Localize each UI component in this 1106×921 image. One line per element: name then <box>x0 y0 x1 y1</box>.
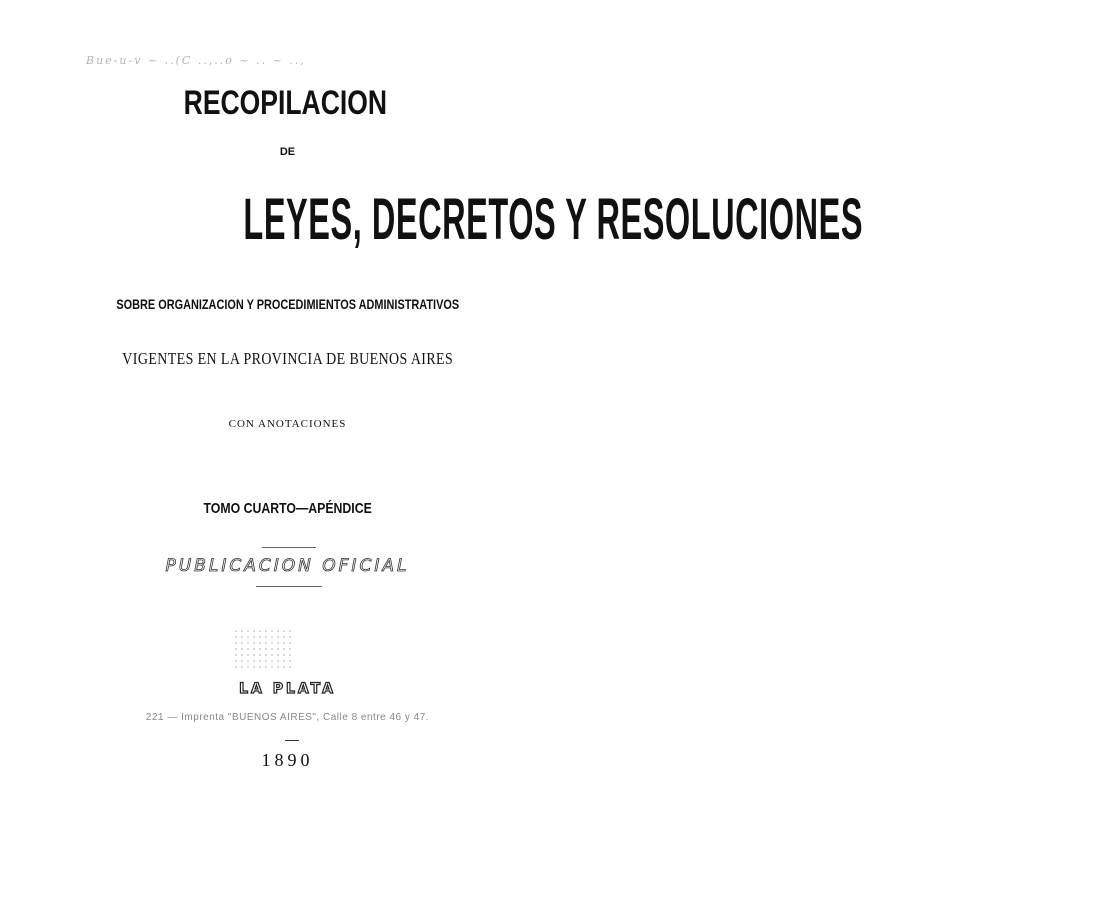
annotations-note: CON ANOTACIONES <box>228 418 347 430</box>
headline-title <box>0 186 864 253</box>
divider-rule <box>262 547 316 548</box>
main-title-text: RECOPILACION <box>183 84 388 122</box>
imprint-place: LA PLATA <box>239 681 336 697</box>
handwritten-annotation: Bue-u-v ~ ..(C ..,..o ~ .. ~ .., <box>86 54 306 67</box>
divider-rule <box>256 586 322 587</box>
volume-label-text: TOMO CUARTO—APÉNDICE <box>203 500 372 517</box>
subtitle-line-1-text: SOBRE ORGANIZACION Y PROCEDIMIENTOS ADMINISTRATIVOS <box>116 296 459 312</box>
main-title <box>0 84 573 123</box>
imprint-printer: 221 — Imprenta "BUENOS AIRES", Calle 8 entre 46 y 47. <box>145 712 430 723</box>
imprint-year: 1890 <box>261 750 314 770</box>
title-connector: DE <box>279 146 296 158</box>
headline-title-text: LEYES, DECRETOS Y RESOLUCIONES <box>243 187 864 252</box>
subtitle-line-1 <box>0 296 575 312</box>
subtitle-line-2 <box>0 349 575 369</box>
divider-rule <box>285 740 299 741</box>
volume-label <box>0 500 575 517</box>
publication-label: PUBLICACION OFICIAL <box>165 556 410 576</box>
subtitle-line-2-text: VIGENTES EN LA PROVINCIA DE BUENOS AIRES <box>122 349 453 368</box>
library-stamp-mark <box>233 628 293 668</box>
